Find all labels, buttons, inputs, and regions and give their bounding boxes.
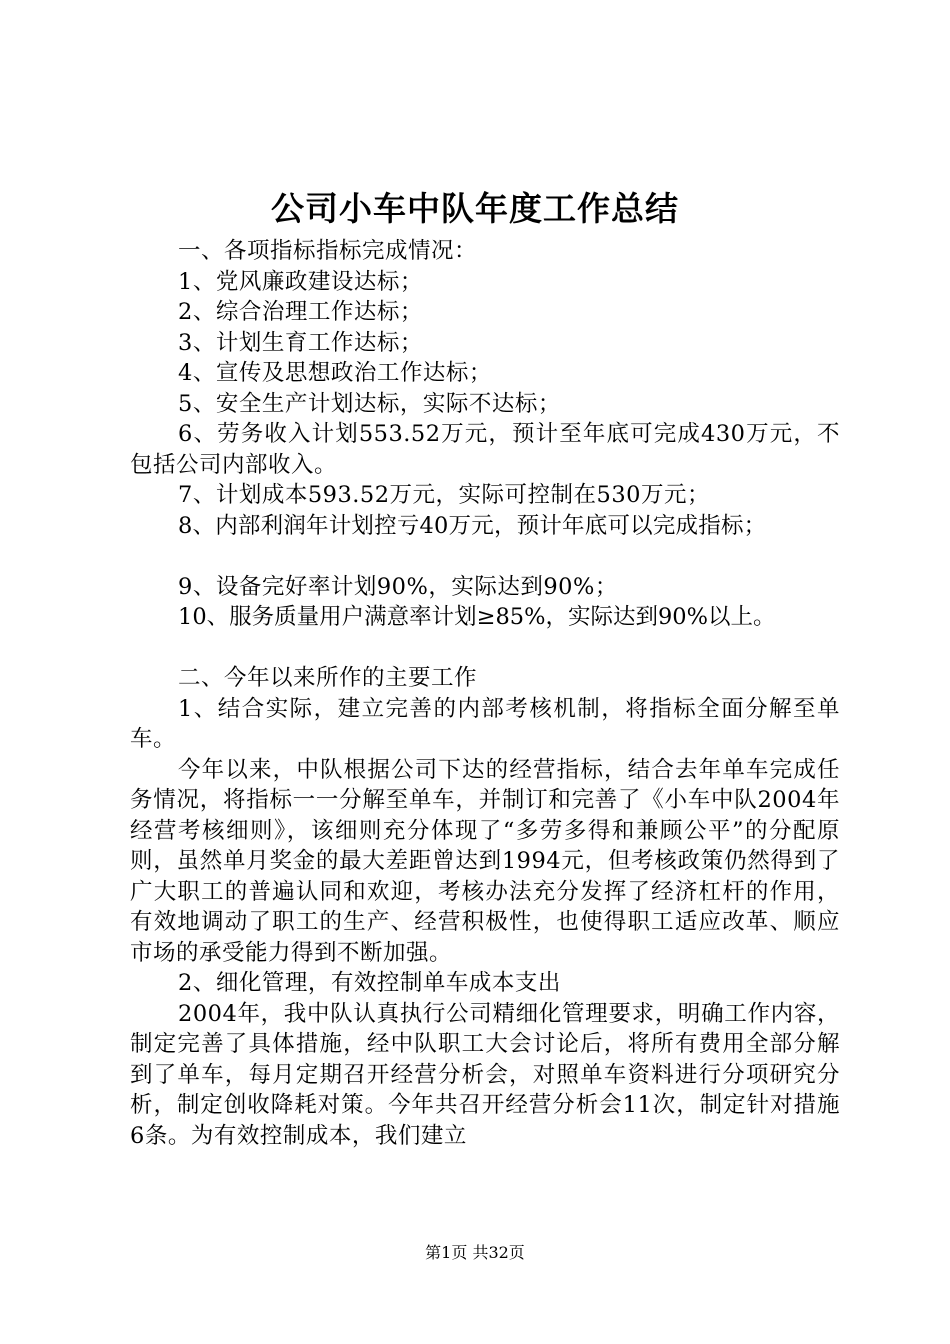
document-body [130,236,840,1151]
section-heading-2: 二、今年以来所作的主要工作 [178,665,478,691]
indicator-item-1: 1、党风廉政建设达标； [178,268,423,295]
work-item-2-heading: 2、细化管理，有效控制单车成本支出 [178,970,561,996]
page-footer: 第1页 共32页 [425,1243,525,1262]
indicator-item-7: 7、计划成本593.52万元，实际可控制在530万元； [178,482,710,508]
indicator-item-10: 10、服务质量用户满意率计划≥85%，实际达到90%以上。 [178,604,776,630]
indicator-item-2: 2、综合治理工作达标； [178,299,423,325]
section-heading-1: 一、各项指标指标完成情况： [178,238,478,264]
blank-line [130,541,840,572]
blank-line [130,633,840,664]
work-item-1-heading: 1、结合实际，建立完善的内部考核机制，将指标全面分解至单车。 [130,695,840,752]
indicator-item-6: 6、劳务收入计划553.52万元，预计至年底可完成430万元，不包括公司内部收入。 [130,421,840,478]
indicator-item-5: 5、安全生产计划达标，实际不达标； [178,390,561,417]
indicator-item-8: 8、内部利润年计划控亏40万元，预计年底可以完成指标； [178,512,767,539]
document-title: 公司小车中队年度工作总结 [271,189,679,228]
work-item-2-paragraph: 2004年，我中队认真执行公司精细化管理要求，明确工作内容，制定完善了具体措施，经中队职工大会讨论后，将所有费用全部分解到了单车，每月定期召开经营分析会，对照单车资料进行分项研究分析，制定创收降耗对策。今年共召开经营分析会11次，制定针对措施6条。为有效控制成本，我们建立 [130,1000,840,1149]
indicator-item-9: 9、设备完好率计划90%，实际达到90%； [178,573,618,600]
indicator-item-3: 3、计划生育工作达标； [178,329,423,356]
indicator-item-4: 4、宣传及思想政治工作达标； [178,360,492,386]
work-item-1-paragraph: 今年以来，中队根据公司下达的经营指标，结合去年单车完成任务情况，将指标一一分解至单车，并制订和完善了《小车中队2004年经营考核细则》，该细则充分体现了“多劳多得和兼顾公平”的分配原则，虽然单月奖金的最大差距曾达到1994元，但考核政策仍然得到了广大职工的普遍认同和欢迎，考核办法充分发挥了经济杠杆的作用，有效地调动了职工的生产、经营积极性，也使得职工适应改革、顺应市场的承受能力得到不断加强。 [130,756,840,966]
